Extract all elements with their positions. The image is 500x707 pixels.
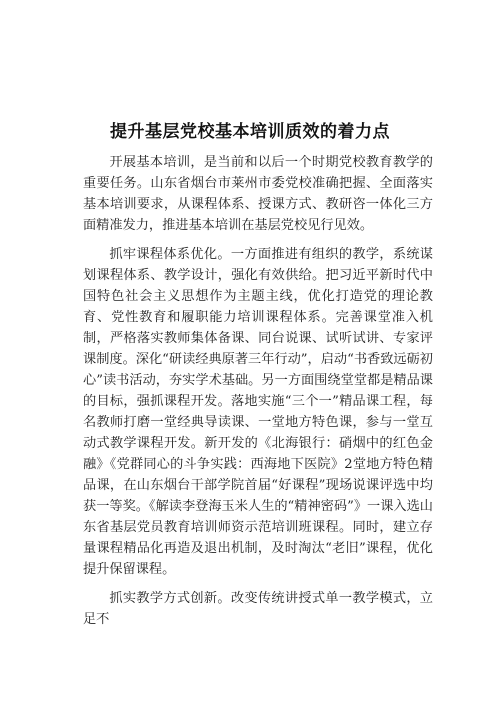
paragraph: 抓实教学方式创新。改变传统讲授式单一教学模式，立足不 xyxy=(83,591,433,627)
paragraph: 抓牢课程体系优化。一方面推进有组织的教学，系统谋划课程体系、教学设计，强化有效供给。把习近平新时代中国特色社会主义思想作为主题主线，优化打造党的理论教育、党性教育和履职能力培训课程体系。完善课堂准入机制，严格落实教师集体备课、同台说课、试听试讲、专家评课制度。深化“研读经典原著三年行动”，启动“书香致远砺初心”读书活动，夯实学术基础。另一方面围绕堂堂都是精品课的目标，强抓课程开发。落地实施“三个一”精品课工程，每名教师打磨一堂经典导读课、一堂地方特色课，参与一堂互动式教学课程开发。新开发的《北海银行：硝烟中的红色金融》《党群同心的斗争实践：西海地下医院》2堂地方特色精品课，在山东烟台干部学院首届“好课程”现场说课评选中均获一等奖。《解读李登海玉米人生的“精神密码”》一课入选山东省基层党员教育培训师资示范培训班课程。同时，建立存量课程精品化再造及退出机制，及时淘汰“老旧”课程，优化提升保留课程。 xyxy=(83,247,433,577)
document-title: 提升基层党校基本培训质效的着力点 xyxy=(110,122,390,142)
paragraph: 开展基本培训，是当前和以后一个时期党校教育教学的重要任务。山东省烟台市莱州市委党校准确把握、全面落实基本培训要求，从课程体系、授课方式、教研咨一体化三方面精准发力，推进基本培训在基层党校见行见效。 xyxy=(83,155,433,233)
document-body xyxy=(83,152,433,638)
